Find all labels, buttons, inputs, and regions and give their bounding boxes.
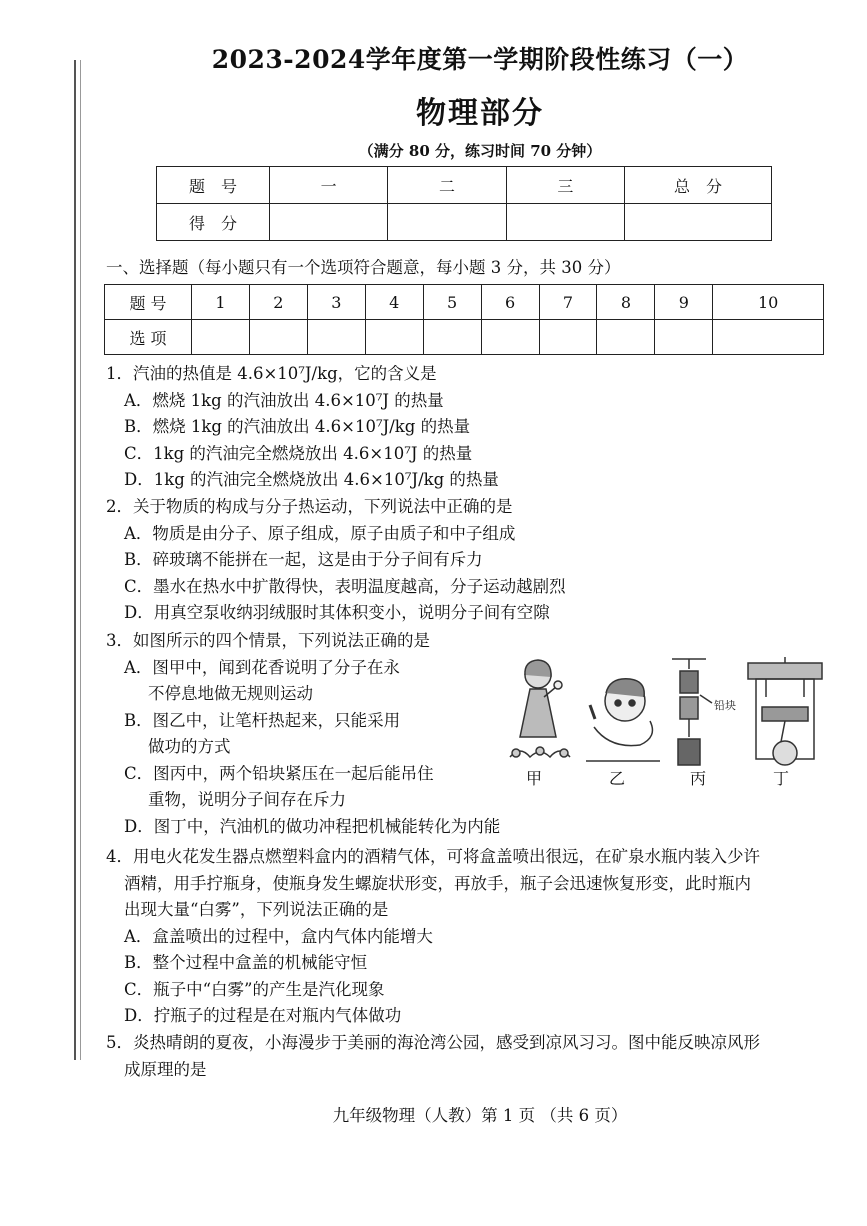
answer-option-label: 选 项: [105, 320, 192, 355]
binding-margin-line-inner: [80, 60, 81, 1060]
answer-input-cell[interactable]: [365, 320, 423, 355]
option-d: D．图丁中，汽油机的做功冲程把机械能转化为内能: [124, 816, 501, 836]
answer-input-cell[interactable]: [249, 320, 307, 355]
option-c: C．墨水在热水中扩散得快，表明温度越高，分子运动越剧烈: [124, 576, 566, 596]
figure-label-bing: 丙: [690, 769, 707, 788]
score-input-cell[interactable]: [270, 204, 388, 241]
exam-title: 2023-2024学年度第一学期阶段性练习（一）: [211, 45, 749, 74]
option-d: D．1kg 的汽油完全燃烧放出 4.6×10⁷J/kg 的热量: [124, 470, 499, 489]
question-4: [106, 844, 826, 1030]
page-footer: 九年级物理（人教）第 1 页 （共 6 页）: [332, 1106, 628, 1125]
question-stem: 3．如图所示的四个情景，下列说法正确的是: [106, 631, 430, 650]
question-3: [106, 628, 500, 840]
answer-number: 8: [597, 285, 655, 320]
question-2: [106, 494, 566, 627]
option-a: A．盒盖喷出的过程中，盒内气体内能增大: [124, 926, 433, 946]
score-cell: 二: [388, 167, 506, 204]
option-b-cont: 做功的方式: [148, 737, 231, 756]
figure-ding-engine-icon: [748, 657, 822, 765]
option-b: B．整个过程中盒盖的机械能守恒: [124, 953, 368, 972]
score-input-cell[interactable]: [625, 204, 772, 241]
answer-number: 7: [539, 285, 597, 320]
option-a-cont: 不停息地做无规则运动: [148, 684, 313, 703]
score-cell: 得 分: [157, 204, 270, 241]
answer-table: [104, 284, 824, 355]
question-stem-line-1: 5．炎热晴朗的夏夜，小海漫步于美丽的海沧湾公园，感受到凉风习习。图中能反映凉风形: [106, 1033, 760, 1052]
option-a: A．物质是由分子、原子组成，原子由质子和中子组成: [124, 523, 516, 543]
option-b: B．燃烧 1kg 的汽油放出 4.6×10⁷J/kg 的热量: [124, 417, 471, 436]
answer-number: 3: [307, 285, 365, 320]
question-stem-line-3: 出现大量“白雾”，下列说法正确的是: [124, 900, 389, 919]
binding-margin-line: [74, 60, 76, 1060]
exam-meta: （满分 80 分，练习时间 70 分钟）: [358, 142, 602, 160]
score-cell: 题 号: [157, 167, 270, 204]
option-b: B．图乙中，让笔杆热起来，只能采用: [124, 710, 401, 730]
score-cell: 一: [270, 167, 388, 204]
figure-bing-lead-blocks-icon: [672, 659, 712, 765]
section-heading: 一、选择题（每小题只有一个选项符合题意，每小题 3 分，共 30 分）: [106, 258, 621, 277]
option-a: A．图甲中，闻到花香说明了分子在永: [124, 657, 400, 677]
answer-input-cell[interactable]: [192, 320, 250, 355]
answer-number: 1: [192, 285, 250, 320]
answer-header-label: 题 号: [105, 285, 192, 320]
score-cell: 总 分: [625, 167, 772, 204]
figure-label-ding: 丁: [773, 769, 790, 788]
score-table: [156, 166, 772, 241]
question-5: [106, 1030, 826, 1083]
figure-yi-boy-icon: [586, 679, 660, 761]
exam-subtitle: 物理部分: [416, 96, 544, 131]
score-table-row-score: [157, 204, 772, 241]
answer-input-cell[interactable]: [481, 320, 539, 355]
question-stem: 2．关于物质的构成与分子热运动，下列说法中正确的是: [106, 497, 513, 516]
score-table-row-header: [157, 167, 772, 204]
answer-number: 10: [713, 285, 824, 320]
score-input-cell[interactable]: [506, 204, 624, 241]
score-cell: 三: [506, 167, 624, 204]
answer-number: 2: [249, 285, 307, 320]
answer-table-row-options: [105, 320, 824, 355]
option-b: B．碎玻璃不能拼在一起，这是由于分子间有斥力: [124, 550, 483, 569]
option-d: D．拧瓶子的过程是在对瓶内气体做功: [124, 1006, 402, 1025]
option-a: A．燃烧 1kg 的汽油放出 4.6×10⁷J 的热量: [124, 390, 444, 410]
answer-number: 9: [655, 285, 713, 320]
answer-input-cell[interactable]: [539, 320, 597, 355]
question-stem-line-2: 酒精，用手拧瓶身，使瓶身发生螺旋状形变，再放手，瓶子会迅速恢复形变，此时瓶内: [124, 873, 751, 893]
question-stem-line-1: 4．用电火花发生器点燃塑料盒内的酒精气体，可将盒盖喷出很远，在矿泉水瓶内装入少许: [106, 847, 760, 866]
answer-input-cell[interactable]: [597, 320, 655, 355]
figure-label-lead: 铅块: [714, 699, 736, 712]
figure-label-yi: 乙: [609, 769, 626, 788]
option-d: D．用真空泵收纳羽绒服时其体积变小，说明分子间有空隙: [124, 603, 550, 622]
figure-label-jia: 甲: [526, 769, 543, 788]
answer-input-cell[interactable]: [307, 320, 365, 355]
question-stem-line-2: 成原理的是: [124, 1059, 207, 1079]
answer-table-row-numbers: [105, 285, 824, 320]
answer-input-cell[interactable]: [423, 320, 481, 355]
answer-number: 5: [423, 285, 481, 320]
option-c: C．图丙中，两个铅块紧压在一起后能吊住: [124, 763, 434, 783]
question-stem: 1．汽油的热值是 4.6×10⁷J/kg，它的含义是: [106, 364, 437, 383]
score-input-cell[interactable]: [388, 204, 506, 241]
option-c-cont: 重物，说明分子间存在斥力: [148, 790, 346, 809]
answer-input-cell[interactable]: [713, 320, 824, 355]
option-c: C．1kg 的汽油完全燃烧放出 4.6×10⁷J 的热量: [124, 443, 473, 463]
question-1: [106, 361, 499, 494]
answer-number: 4: [365, 285, 423, 320]
option-c: C．瓶子中“白雾”的产生是汽化现象: [124, 979, 385, 999]
figure-jia-girl-icon: [510, 660, 570, 757]
answer-input-cell[interactable]: [655, 320, 713, 355]
answer-number: 6: [481, 285, 539, 320]
